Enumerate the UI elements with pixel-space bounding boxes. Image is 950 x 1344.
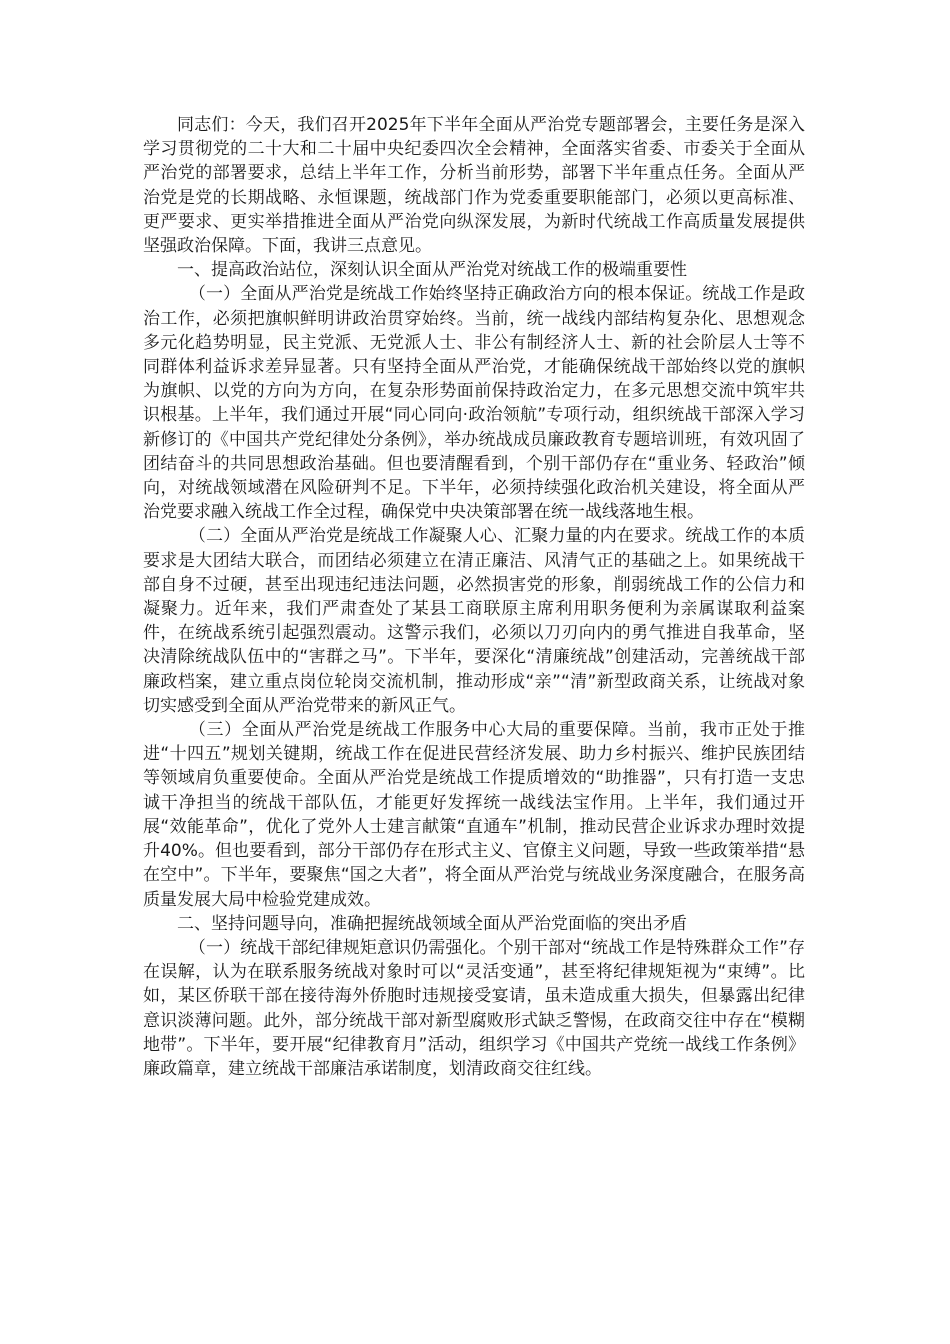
section-1-point-2: （二）全面从严治党是统战工作凝聚人心、汇聚力量的内在要求。统战工作的本质要求是大团结大联合，而团结必须建立在清正廉洁、风清气正的基础之上。如果统战干部自身不过硬，甚至出现违纪违法问题，必然损害党的形象，削弱统战工作的公信力和凝聚力。近年来，我们严肃查处了某县工商联原主席利用职务便利为亲属谋取利益案件，在统战系统引起强烈震动。这警示我们，必须以刀刃向内的勇气推进自我革命，坚决清除统战队伍中的“害群之马”。下半年，要深化“清廉统战”创建活动，完善统战干部廉政档案，建立重点岗位轮岗交流机制，推动形成“亲”“清”新型政商关系，让统战对象切实感受到全面从严治党带来的新风正气。	[143, 526, 805, 716]
section-heading-2: 二、坚持问题导向，准确把握统战领域全面从严治党面临的突出矛盾	[177, 913, 687, 934]
section-1-point-3: （三）全面从严治党是统战工作服务中心大局的重要保障。当前，我市正处于推进“十四五”规划关键期，统战工作在促进民营经济发展、助力乡村振兴、维护民族团结等领域肩负重要使命。全面从严治党是统战工作提质增效的“助推器”，只有打造一支忠诚干净担当的统战干部队伍，才能更好发挥统一战线法宝作用。上半年，我们通过开展“效能革命”，优化了党外人士建言献策“直通车”机制，推动民营企业诉求办理时效提升40%。但也要看到，部分干部仍存在形式主义、官僚主义问题，导致一些政策举措“悬在空中”。下半年，要聚焦“国之大者”，将全面从严治党与统战业务深度融合，在服务高质量发展大局中检验党建成效。	[143, 720, 805, 910]
section-heading-1: 一、提高政治站位，深刻认识全面从严治党对统战工作的极端重要性	[177, 260, 687, 281]
section-2-point-1: （一）统战干部纪律规矩意识仍需强化。个别干部对“统战工作是特殊群众工作”存在误解，认为在联系服务统战对象时可以“灵活变通”，甚至将纪律规矩视为“束缚”。比如，某区侨联干部在接待海外侨胞时违规接受宴请，虽未造成重大损失，但暴露出纪律意识淡薄问题。此外，部分统战干部对新型腐败形式缺乏警惕，在政商交往中存在“模糊地带”。下半年，要开展“纪律教育月”活动，组织学习《中国共产党统一战线工作条例》廉政篇章，建立统战干部廉洁承诺制度，划清政商交往红线。	[143, 937, 805, 1079]
document-body	[143, 113, 805, 1081]
opening-paragraph: 同志们：今天，我们召开2025年下半年全面从严治党专题部署会，主要任务是深入学习贯彻党的二十大和二十届中央纪委四次全会精神，全面落实省委、市委关于全面从严治党的部署要求，总结上半年工作，分析当前形势，部署下半年重点任务。全面从严治党是党的长期战略、永恒课题，统战部门作为党委重要职能部门，必须以更高标准、更严要求、更实举措推进全面从严治党向纵深发展，为新时代统战工作高质量发展提供坚强政治保障。下面，我讲三点意见。	[143, 115, 805, 257]
section-1-point-1: （一）全面从严治党是统战工作始终坚持正确政治方向的根本保证。统战工作是政治工作，必须把旗帜鲜明讲政治贯穿始终。当前，统一战线内部结构复杂化、思想观念多元化趋势明显，民主党派、无党派人士、非公有制经济人士、新的社会阶层人士等不同群体利益诉求差异显著。只有坚持全面从严治党，才能确保统战干部始终以党的旗帜为旗帜、以党的方向为方向，在复杂形势面前保持政治定力，在多元思想交流中筑牢共识根基。上半年，我们通过开展“同心同向·政治领航”专项行动，组织统战干部深入学习新修订的《中国共产党纪律处分条例》，举办统战成员廉政教育专题培训班，有效巩固了团结奋斗的共同思想政治基础。但也要清醒看到，个别干部仍存在“重业务、轻政治”倾向，对统战领域潜在风险研判不足。下半年，必须持续强化政治机关建设，将全面从严治党要求融入统战工作全过程，确保党中央决策部署在统一战线落地生根。	[143, 284, 805, 523]
